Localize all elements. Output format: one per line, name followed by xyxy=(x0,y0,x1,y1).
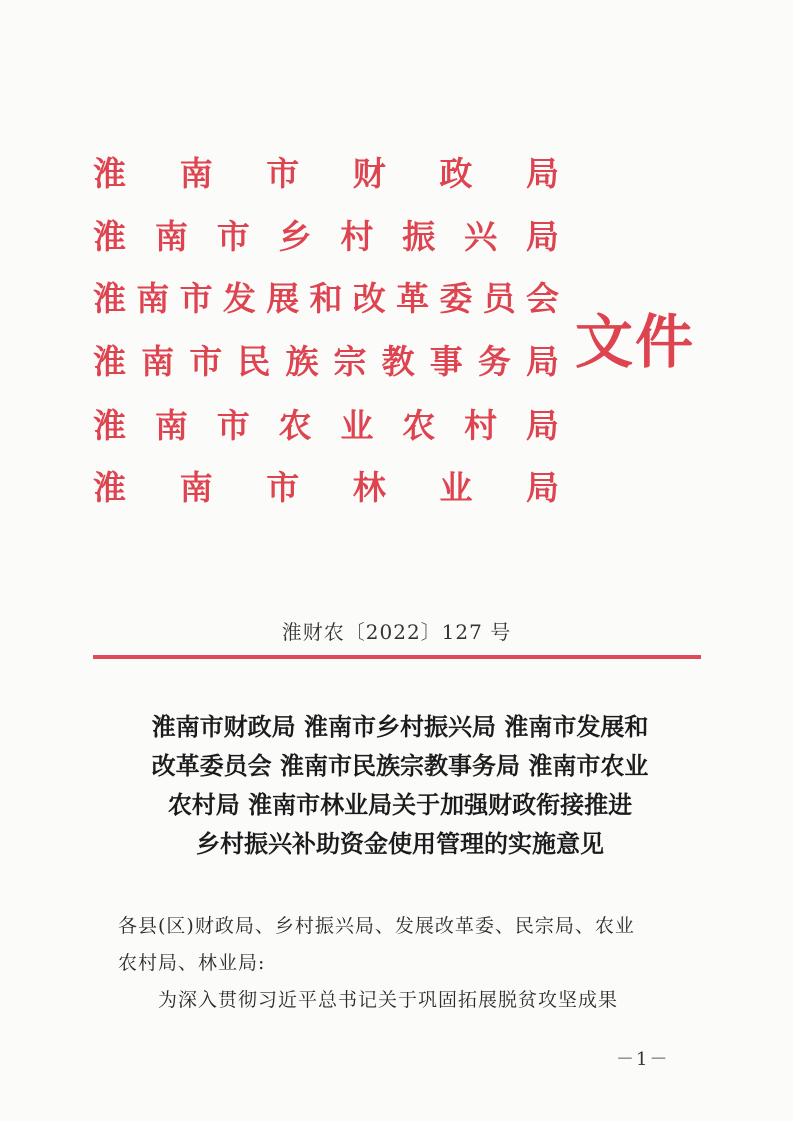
agency-name-ethnic-religious-affairs-bureau: 淮 南 市 民 族 宗 教 事 务 局 xyxy=(93,342,559,381)
title-line: 农村局 淮南市林业局关于加强财政衔接推进 xyxy=(167,791,633,819)
agency-name-agriculture-rural-affairs-bureau: 淮 南 市 农 业 农 村 局 xyxy=(93,406,559,445)
body-paragraph: 为深入贯彻习近平总书记关于巩固拓展脱贫攻坚成果 xyxy=(158,989,619,1011)
document-word: 文件 xyxy=(575,308,696,376)
document-body xyxy=(118,908,678,1019)
page-number: －1－ xyxy=(616,1049,670,1070)
title-line: 淮南市财政局 淮南市乡村振兴局 淮南市发展和 xyxy=(151,713,649,741)
agency-name-forestry-bureau: 淮 南 市 林 业 局 xyxy=(93,468,559,507)
title-line: 改革委员会 淮南市民族宗教事务局 淮南市农业 xyxy=(151,752,649,780)
document-title xyxy=(110,708,690,864)
red-divider-line xyxy=(93,655,701,659)
title-line: 乡村振兴补助资金使用管理的实施意见 xyxy=(196,830,604,858)
addressee-line: 各县(区)财政局、乡村振兴局、发展改革委、民宗局、农业 xyxy=(118,915,635,937)
agency-name-finance-bureau: 淮 南 市 财 政 局 xyxy=(93,154,559,193)
addressee-line: 农村局、林业局: xyxy=(118,952,266,974)
agency-name-development-reform-commission: 淮 南 市 发 展 和 改 革 委 员 会 xyxy=(93,279,559,318)
document-number: 淮财农〔2022〕127 号 xyxy=(281,620,512,644)
agency-name-rural-revitalization-bureau: 淮 南 市 乡 村 振 兴 局 xyxy=(93,217,559,256)
